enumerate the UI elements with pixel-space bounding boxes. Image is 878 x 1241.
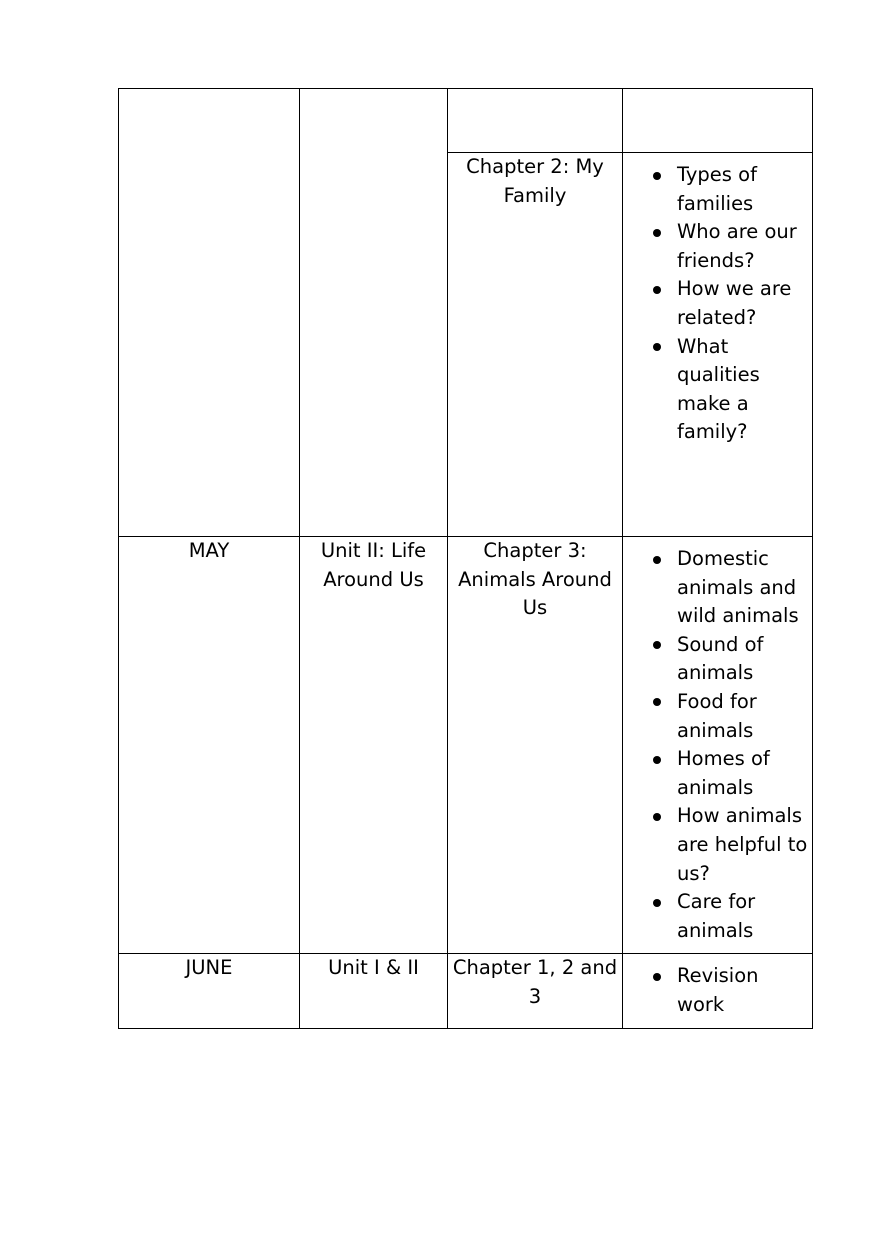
topic-text: Care for animals bbox=[677, 890, 756, 942]
bullet-icon bbox=[653, 756, 661, 764]
bullet-icon bbox=[653, 229, 661, 237]
topic-text: Who are our friends? bbox=[677, 220, 797, 272]
list-item bbox=[623, 802, 808, 888]
topic-text: Food for animals bbox=[677, 689, 757, 742]
topic-text: How we are related? bbox=[677, 277, 792, 329]
bullet-icon bbox=[653, 899, 661, 907]
bullet-icon bbox=[653, 556, 661, 564]
cell-chapter-3: Chapter 3: Animals Around Us bbox=[448, 537, 623, 954]
topic-text: How animals are helpful to us? bbox=[677, 804, 808, 885]
list-item bbox=[623, 218, 808, 275]
cell-topics-june bbox=[623, 954, 813, 1028]
list-item bbox=[623, 161, 808, 218]
list-item bbox=[623, 745, 808, 802]
topics-list-chapter-2 bbox=[623, 153, 812, 455]
bullet-icon bbox=[653, 286, 661, 294]
bullet-icon bbox=[653, 172, 661, 180]
bullet-icon bbox=[653, 641, 661, 649]
cell-chapter-june: Chapter 1, 2 and 3 bbox=[448, 954, 623, 1028]
table-body bbox=[119, 89, 813, 1029]
list-item bbox=[623, 545, 808, 631]
cell-unit-june: Unit I & II bbox=[300, 954, 448, 1028]
cell-chapter-2: Chapter 2: My Family bbox=[448, 153, 623, 537]
list-item bbox=[623, 688, 808, 745]
bullet-icon bbox=[653, 813, 661, 821]
topic-text: Homes of animals bbox=[677, 747, 770, 799]
topic-text: Sound of animals bbox=[677, 632, 764, 685]
bullet-icon bbox=[653, 343, 661, 351]
cell-month-june: JUNE bbox=[119, 954, 300, 1028]
cell-unit-may: Unit II: Life Around Us bbox=[300, 537, 448, 954]
table-row-june bbox=[119, 954, 813, 1028]
cell-month-may: MAY bbox=[119, 537, 300, 954]
cell-topics-chapter-3 bbox=[623, 537, 813, 954]
list-item bbox=[623, 333, 808, 447]
topic-text: Types of families bbox=[677, 163, 757, 215]
cell-chapter-continuation-top bbox=[448, 89, 623, 153]
topic-text: Domestic animals and wild animals bbox=[677, 547, 799, 628]
syllabus-table bbox=[118, 88, 813, 1029]
topics-list-chapter-3 bbox=[623, 537, 812, 953]
list-item bbox=[623, 631, 808, 688]
table-row-continuation-top bbox=[119, 89, 813, 153]
list-item bbox=[623, 275, 808, 332]
bullet-icon bbox=[653, 698, 661, 706]
list-item bbox=[623, 962, 808, 1019]
bullet-icon bbox=[653, 973, 661, 981]
cell-topics-continuation-top bbox=[623, 89, 813, 153]
cell-topics-chapter-2 bbox=[623, 153, 813, 537]
list-item bbox=[623, 888, 808, 945]
topic-text: What qualities make a family? bbox=[677, 334, 760, 444]
topics-list-june bbox=[623, 954, 812, 1027]
table-row-may bbox=[119, 537, 813, 954]
cell-unit-continuation bbox=[300, 89, 448, 537]
cell-month-continuation bbox=[119, 89, 300, 537]
topic-text: Revision work bbox=[677, 964, 759, 1016]
